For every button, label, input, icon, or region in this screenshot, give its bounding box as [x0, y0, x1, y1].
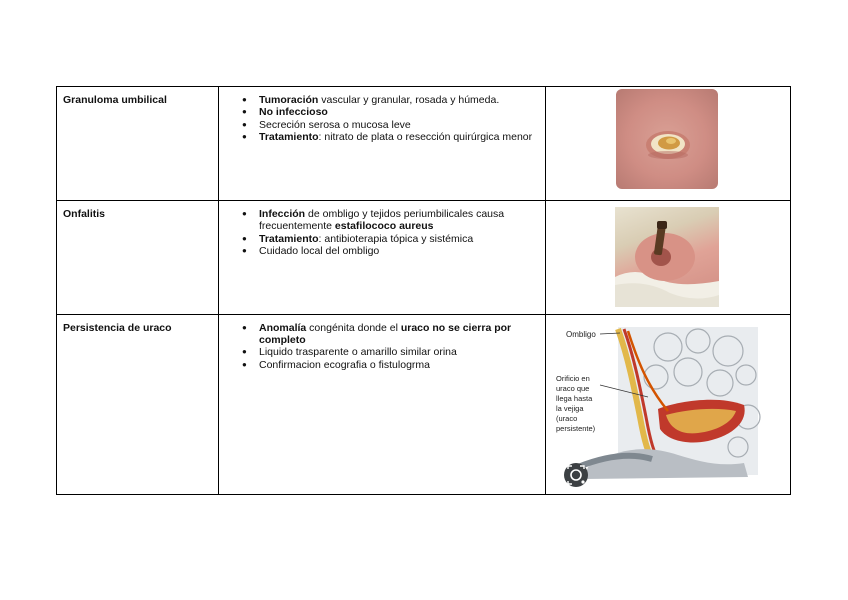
- term-label: Onfalitis: [63, 207, 106, 220]
- list-item: ● Tratamiento: antibioterapia tópica y sistémica: [259, 233, 539, 245]
- list-item: ● Infección de ombligo y tejidos periumbilicales causa frecuentemente estafilococo aureus: [259, 208, 539, 233]
- term-cell: [57, 200, 219, 314]
- description-cell: [219, 314, 546, 494]
- urachus-anatomy-diagram: [548, 317, 776, 487]
- bullet-list: [219, 208, 545, 258]
- description-cell: [219, 200, 546, 314]
- list-item: ● Anomalía congénita donde el uraco no se cierra por completo: [259, 322, 539, 347]
- omphalitis-photo: [615, 207, 719, 307]
- term-cell: [57, 314, 219, 494]
- list-item: ● Liquido trasparente o amarillo similar orina: [259, 346, 539, 358]
- bullet-list: [219, 322, 545, 372]
- table-row: [57, 314, 791, 494]
- image-cell: [546, 87, 791, 201]
- diagram-label-navel: Ombligo: [566, 329, 596, 339]
- description-cell: [219, 87, 546, 201]
- term-label: Persistencia de uraco: [63, 321, 172, 334]
- term-cell: [57, 87, 219, 201]
- list-item: ● Secreción serosa o mucosa leve: [259, 119, 539, 131]
- diagram-label-orifice: Orificio en uraco que llega hasta la vejiga (uraco persistente): [556, 373, 596, 433]
- list-item: ● Tumoración vascular y granular, rosada y húmeda.: [259, 94, 539, 106]
- umbilical-granuloma-photo: [616, 89, 718, 189]
- list-item: ● No infeccioso: [259, 106, 539, 118]
- table-row: [57, 87, 791, 201]
- bullet-list: [219, 94, 545, 144]
- list-item: ● Tratamiento: nitrato de plata o resección quirúrgica menor: [259, 131, 539, 143]
- image-cell: [546, 314, 791, 494]
- term-label: Granuloma umbilical: [63, 94, 167, 106]
- list-item: ● Cuidado local del ombligo: [259, 245, 539, 257]
- list-item: ● Confirmacion ecografia o fistulogrma: [259, 359, 539, 371]
- lens-search-icon[interactable]: [564, 463, 588, 487]
- clinical-table: [56, 86, 791, 495]
- table-row: [57, 200, 791, 314]
- image-cell: [546, 200, 791, 314]
